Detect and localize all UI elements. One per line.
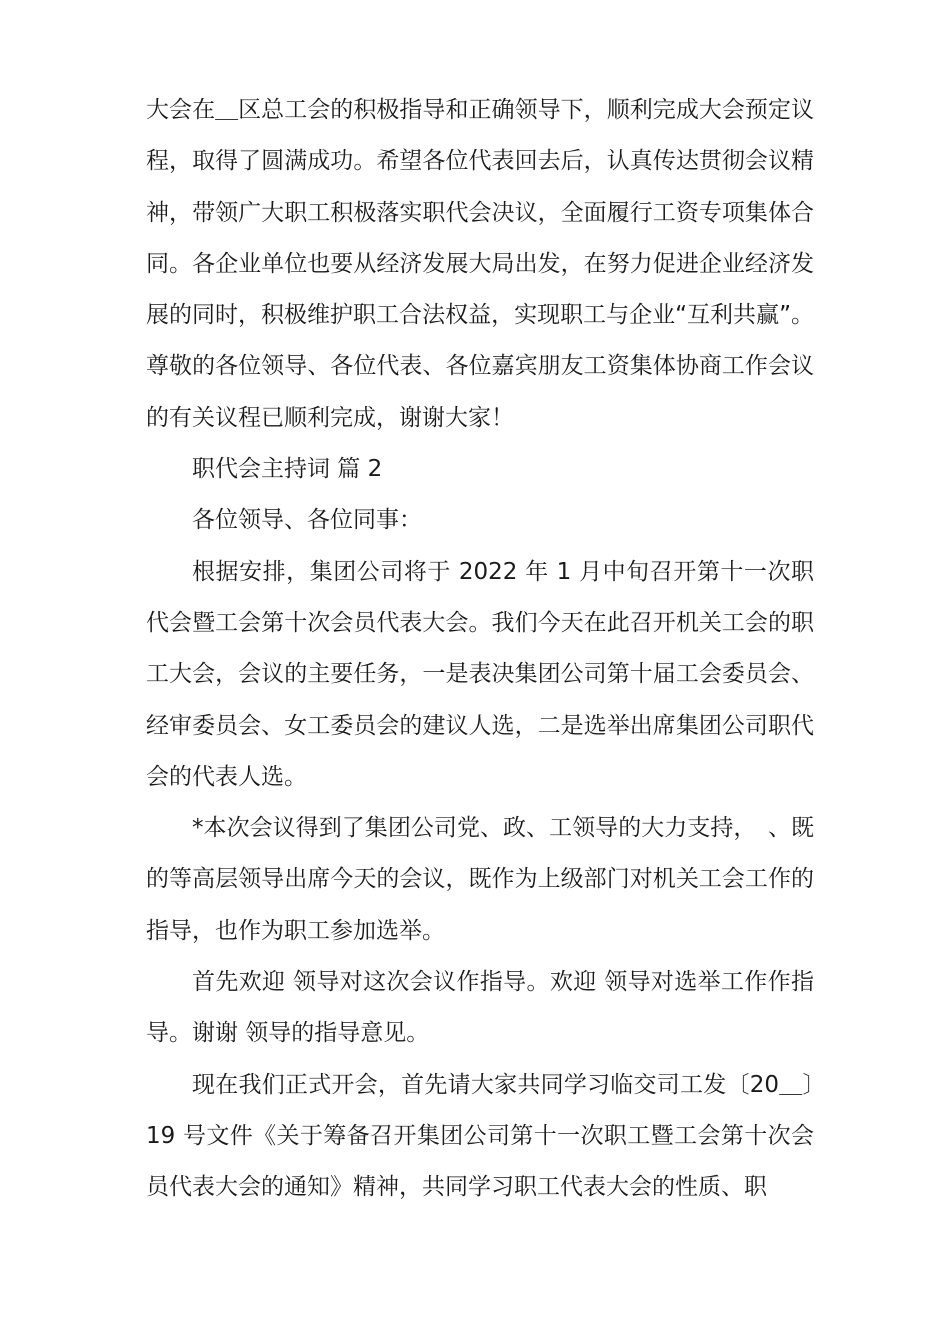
paragraph-welcome: 首先欢迎 领导对这次会议作指导。欢迎 领导对选举工作作指导。谢谢 领导的指导意见。	[146, 969, 814, 1047]
document-body	[146, 85, 814, 1214]
paragraph-leadership-support: *本次会议得到了集团公司党、政、工领导的大力支持， 、既的等高层领导出席今天的会议，既作为上级部门对机关工会工作的指导，也作为职工参加选举。	[146, 815, 814, 944]
paragraph-opening: 现在我们正式开会，首先请大家共同学习临交司工发〔20＿〕19 号文件《关于筹备召开集团公司第十一次职工暨工会第十次会员代表大会的通知》精神，共同学习职工代表大会的性质、职	[146, 1071, 814, 1201]
paragraph-meeting-arrangement: 根据安排，集团公司将于 2022 年 1 月中旬召开第十一次职代会暨工会第十次会员代表大会。我们今天在此召开机关工会的职工大会，会议的主要任务，一是表决集团公司第十届工会委员会、经审委员会、女工委员会的建议人选，二是选举出席集团公司职代会的代表人选。	[146, 558, 814, 790]
greeting-line: 各位领导、各位同事：	[192, 507, 422, 534]
paragraph-closing-remarks: 大会在＿区总工会的积极指导和正确领导下，顺利完成大会预定议程，取得了圆满成功。希望各位代表回去后，认真传达贯彻会议精神，带领广大职工积极落实职代会决议，全面履行工资专项集体合同。各企业单位也要从经济发展大局出发，在努力促进企业经济发展的同时，积极维护职工合法权益，实现职工与企业“互利共赢”。尊敬的各位领导、各位代表、各位嘉宾朋友工资集体协商工作会议的有关议程已顺利完成，谢谢大家！	[146, 97, 814, 431]
section-heading: 职代会主持词 篇 2	[192, 456, 383, 483]
